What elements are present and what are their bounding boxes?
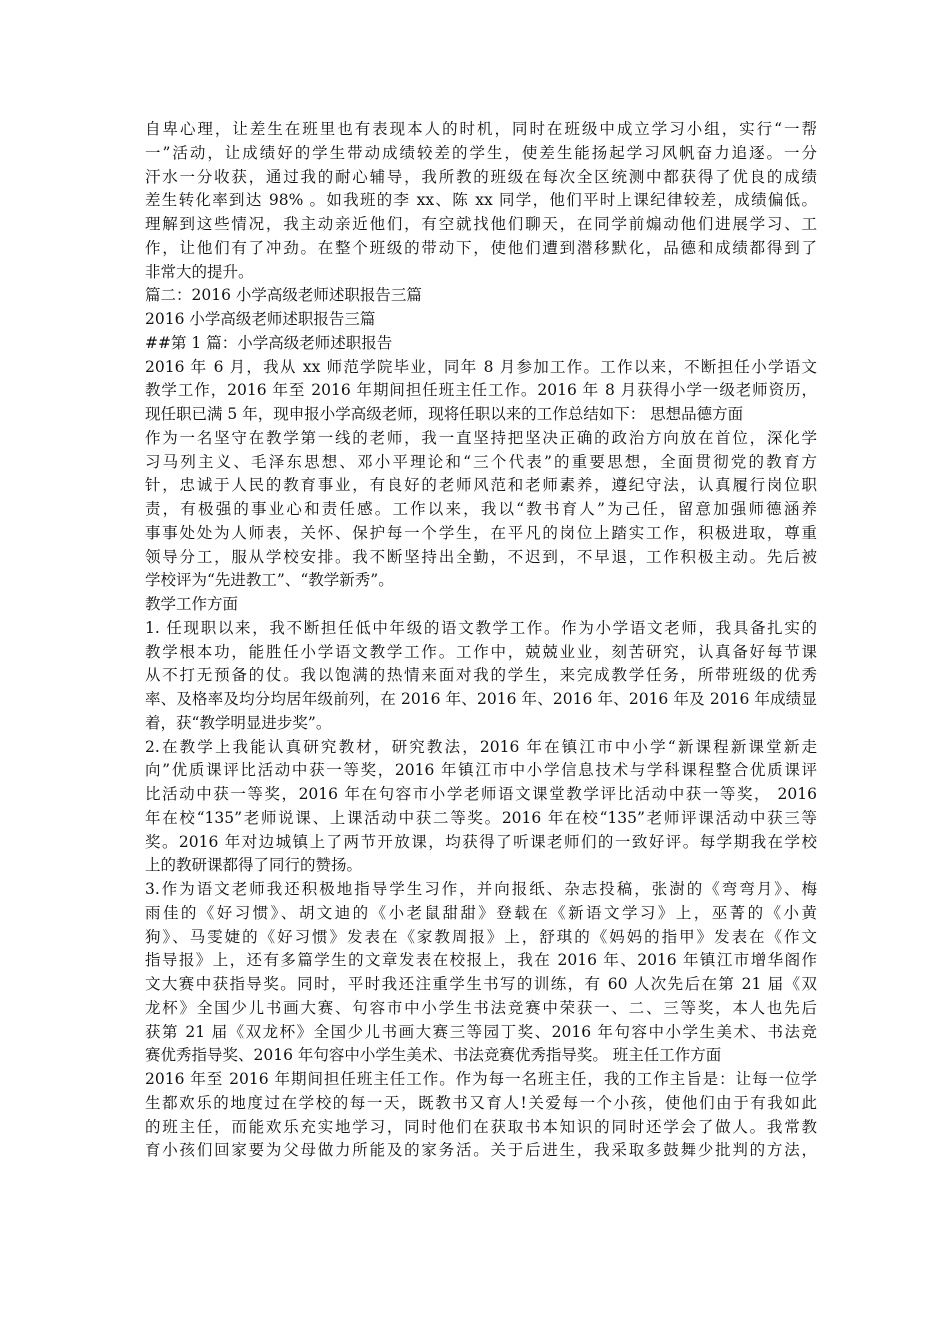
text-line-32: 上的教研课都得了同行的赞扬。	[145, 856, 363, 875]
text-line-44: 育小孩们回家要为父母做力所能及的家务活。关于后进生，我采取多鼓舞少批判的方法，	[145, 1141, 817, 1160]
text-line-2: 一”活动，让成绩好的学生带动成绩较差的学生，使差生能扬起学习风帆奋力追逐。一分	[145, 143, 817, 162]
text-line-15: 习马列主义、毛泽东思想、邓小平理论和“三个代表”的重要思想，全面贯彻党的教育方	[145, 452, 817, 471]
text-line-30: 年在校“135”老师说课、上课活动中获二等奖。2016 年在校“135”老师评课活动中获三等	[145, 808, 817, 827]
text-line-14: 作为一名坚守在教学第一线的老师，我一直坚持把坚决正确的政治方向放在首位，深化学	[145, 428, 817, 447]
text-line-16: 针，忠诚于人民的教育事业，有良好的老师风范和老师素养，遵纪守法，认真履行岗位职	[145, 476, 817, 495]
document-title: 2016 小学高级老师述职报告三篇	[145, 310, 376, 328]
document-page	[145, 118, 817, 1163]
text-line-22: 1. 任现职以来，我不断担任低中年级的语文教学工作。作为小学语文老师，我具备扎实的	[145, 618, 817, 637]
text-line-31: 奖。2016 年对边城镇上了两节开放课，均获得了听课老师们的一致好评。每学期我在学校	[145, 832, 817, 851]
text-line-25: 率、及格率及均分均居年级前列，在 2016 年、2016 年、2016 年、2016 年及 2016 年成绩显	[145, 690, 817, 708]
text-line-38: 龙杯》全国少儿书画大赛、句容市中小学生书法竞赛中荣获一、二、三等奖，本人也先后	[145, 998, 817, 1017]
text-line-13: 现任职已满 5 年，现申报小学高级老师，现将任职以来的工作总结如下： 思想品德方面	[145, 405, 744, 423]
text-line-33: 3.作为语文老师我还积极地指导学生习作，并向报纸、杂志投稿，张澍的《弯弯月》、梅	[145, 880, 817, 898]
section-heading: 篇二：2016 小学高级老师述职报告三篇	[145, 286, 422, 305]
text-line-17: 责，有极强的事业心和责任感。工作以来，我以“教书育人”为己任，留意加强师德涵养	[145, 500, 817, 518]
text-line-18: 事事处处为人师表，关怀、保护每一个学生，在平凡的岗位上踏实工作，积极进取，尊重	[145, 523, 817, 542]
text-line-27: 2.在教学上我能认真研究教材，研究教法，2016 年在镇江市中小学“新课程新课堂新走	[145, 737, 817, 756]
text-line-5: 理解到这些情况，我主动亲近他们，有空就找他们聊天，在同学前煽动他们进展学习、工	[145, 215, 817, 233]
chapter-heading: ##第 1 篇：小学高级老师述职报告	[145, 333, 393, 352]
text-line-28: 向”优质课评比活动中获一等奖，2016 年镇江市中小学信息技术与学科课程整合优质课评	[145, 761, 817, 780]
text-line-20: 学校评为“先进教工”、“教学新秀”。	[145, 571, 394, 590]
subsection-heading-teaching: 教学工作方面	[145, 595, 239, 613]
text-line-11: 2016 年 6 月，我从 xx 师范学院毕业，同年 8 月参加工作。工作以来，不断担任小学语文	[145, 357, 817, 376]
text-line-35: 狗》、马雯婕的《好习惯》发表在《家教周报》上，舒琪的《妈妈的指甲》发表在《作文	[145, 927, 817, 946]
text-line-36: 指导报》上，还有多篇学生的文章发表在校报上，我在 2016 年、2016 年镇江市增华阁作	[145, 951, 817, 970]
text-line-29: 比活动中获一等奖，2016 年在句容市小学老师语文课堂教学评比活动中获一等奖， 2016	[145, 785, 817, 803]
text-line-6: 作，让他们有了冲劲。在整个班级的带动下，使他们遭到潜移默化，品德和成绩都得到了	[145, 238, 817, 257]
text-line-4: 差生转化率到达 98% 。如我班的李 xx、陈 xx 同学，他们平时上课纪律较差，成绩偏低。	[145, 191, 817, 210]
text-line-19: 领导分工，服从学校安排。我不断坚持出全勤，不迟到，不早退，工作积极主动。先后被	[145, 547, 817, 566]
text-line-41: 2016 年至 2016 年期间担任班主任工作。作为每一名班主任，我的工作主旨是：让每一位学	[145, 1070, 817, 1088]
text-line-24: 从不打无预备的仗。我以饱满的热情来面对我的学生，来完成教学任务，所带班级的优秀	[145, 666, 817, 685]
text-line-23: 教学根本功，能胜任小学语文教学工作。工作中，兢兢业业，刻苦研究，认真备好每节课	[145, 642, 817, 661]
text-line-37: 文大赛中获指导奖。同时，平时我还注重学生书写的训练，有 60 人次先后在第 21 届《双	[145, 975, 817, 993]
text-line-7: 非常大的提升。	[145, 262, 254, 281]
text-line-1: 自卑心理，让差生在班里也有表现本人的时机，同时在班级中成立学习小组，实行“一帮	[145, 120, 817, 138]
text-line-3: 汗水一分收获，通过我的耐心辅导，我所教的班级在每次全区统测中都获得了优良的成绩	[145, 167, 817, 186]
text-line-42: 生都欢乐的地度过在学校的每一天，既教书又育人!关爱每一个小孩，使他们由于有我如此	[145, 1093, 817, 1112]
text-line-34: 雨佳的《好习惯》、胡文迪的《小老鼠甜甜》登载在《新语文学习》上，巫菁的《小黄	[145, 903, 817, 922]
text-line-40: 赛优秀指导奖、2016 年句容中小学生美术、书法竞赛优秀指导奖。 班主任工作方面	[145, 1046, 722, 1065]
text-line-26: 着，获“教学明显进步奖”。	[145, 713, 332, 732]
text-line-43: 的班主任，而能欢乐充实地学习，同时他们在获取书本知识的同时还学会了做人。我常教	[145, 1117, 817, 1136]
text-line-39: 获第 21 届《双龙杯》全国少儿书画大赛三等园丁奖、2016 年句容中小学生美术、书法竞	[145, 1022, 817, 1041]
text-line-12: 教学工作，2016 年至 2016 年期间担任班主任工作。2016 年 8 月获得小学一级老师资历，	[145, 381, 817, 400]
